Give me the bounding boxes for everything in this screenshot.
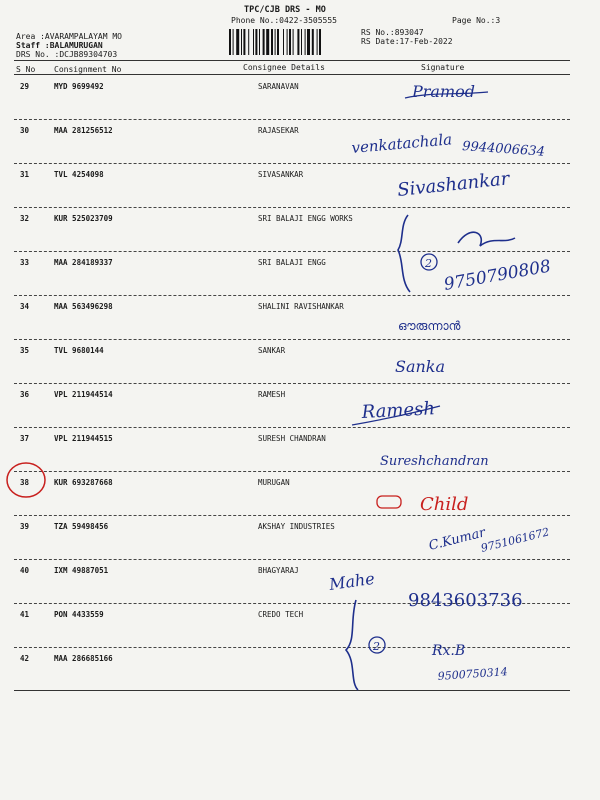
row-sno: 32 [20,214,30,223]
phone-42: 9500750314 [437,665,509,683]
row-consignment-no: KUR 693287668 [54,478,113,487]
signature-42: Rx.B [432,643,466,659]
row-consignee: CREDO TECH [258,610,304,619]
signature-38: Child [420,494,469,515]
row-sno: 36 [20,390,30,399]
row-sno: 39 [20,522,30,531]
row-consignment-no: KUR 525023709 [54,214,113,223]
phone-40: 9843603736 [408,590,523,611]
col-signature-header: Signature [421,63,465,72]
row-sno: 37 [20,434,30,443]
red-circle-38 [7,463,45,497]
staff-label: Staff :BALAMURUGAN [16,41,103,50]
row-consignment-no: TVL 9680144 [54,346,104,355]
mark-2b: 2 [373,640,380,653]
row-consignment-no: PON 4433559 [54,610,104,619]
col-consignee-header: Consignee Details [243,63,325,72]
drs-title: TPC/CJB DRS - MO [244,5,326,15]
red-mark-38 [377,496,401,508]
signature-40: Mahe [327,568,376,594]
row-consignee: SANKAR [258,346,286,355]
row-sno: 40 [20,566,30,575]
signature-36: Ramesh [361,398,436,423]
row-sno: 38 [20,478,30,487]
row-consignee: MURUGAN [258,478,290,487]
row-consignee: SRI BALAJI ENGG WORKS [258,214,353,223]
drs-number: DRS No. :DCJB89304703 [16,50,118,59]
col-sno-header: S No [16,65,36,74]
signature-35: Sanka [395,357,446,376]
signature-34: ഔരുന്നാൻ [398,319,461,333]
row-consignment-no: MAA 563496298 [54,302,113,311]
row-sno: 35 [20,346,30,355]
row-sno: 41 [20,610,30,619]
row-sno: 33 [20,258,30,267]
rs-number: RS No.:893047 [361,28,424,37]
page-number: Page No.:3 [452,16,501,25]
signature-31: Sivashankar [396,168,511,201]
row-consignee: SURESH CHANDRAN [258,434,326,443]
row-consignment-no: VPL 211944515 [54,434,113,443]
signature-39: C.Kumar [427,525,487,554]
row-consignment-no: MAA 284189337 [54,258,113,267]
mark-2a: 2 [425,257,432,270]
phone-33: 9750790808 [442,256,553,295]
row-consignee: BHAGYARAJ [258,566,299,575]
row-consignment-no: TVL 4254098 [54,170,104,179]
phone-30: 9944006634 [461,139,546,160]
bracket-41-42 [346,600,358,690]
row-consignee: RAMESH [258,390,286,399]
phone-number: Phone No.:0422-3505555 [231,16,337,25]
row-consignee: SARANAVAN [258,82,299,91]
row-consignment-no: MAA 281256512 [54,126,113,135]
col-consignment-header: Consignment No [54,65,122,74]
row-consignee: RAJASEKAR [258,126,299,135]
row-consignment-no: MYD 9699492 [54,82,104,91]
row-consignment-no: VPL 211944514 [54,390,113,399]
row-consignee: SRI BALAJI ENGG [258,258,326,267]
row-consignment-no: IXM 49887051 [54,566,109,575]
row-sno: 30 [20,126,30,135]
area-label: Area :AVARAMPALAYAM MO [16,32,122,41]
signature-32-scribble [458,232,515,246]
row-consignee: SHALINI RAVISHANKAR [258,302,344,311]
bracket-32-33 [398,215,410,292]
row-consignment-no: TZA 59498456 [54,522,109,531]
row-sno: 29 [20,82,30,91]
signature-30: venkatachala [350,130,453,157]
signature-37: Sureshchandran [380,454,489,469]
row-sno: 42 [20,654,30,663]
row-consignee: AKSHAY INDUSTRIES [258,522,335,531]
row-consignment-no: MAA 286685166 [54,654,113,663]
row-sno: 31 [20,170,30,179]
signature-29: Pramod [412,82,475,101]
row-consignee: SIVASANKAR [258,170,304,179]
phone-39: 9751061672 [479,525,551,555]
row-sno: 34 [20,302,30,311]
rs-date: RS Date:17-Feb-2022 [361,37,453,46]
